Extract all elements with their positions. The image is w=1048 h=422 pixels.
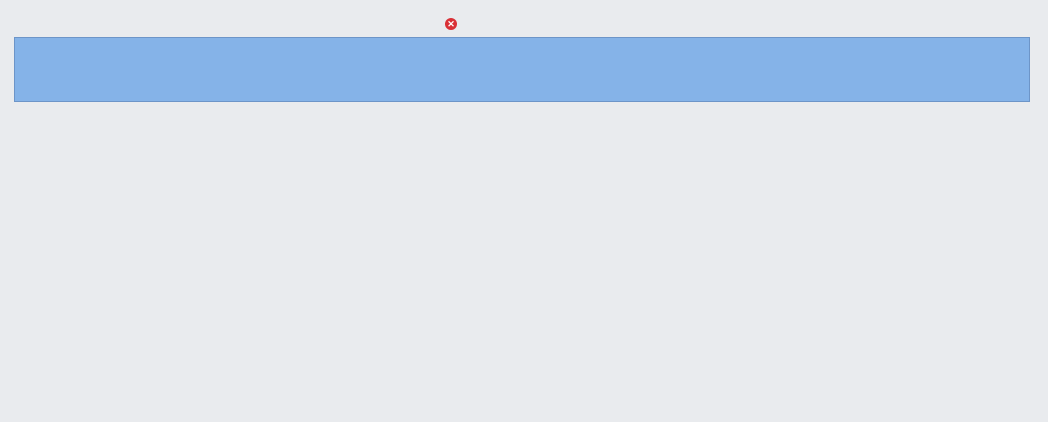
table-header [14, 37, 1030, 102]
x-circle-icon: ✕ [445, 18, 457, 30]
